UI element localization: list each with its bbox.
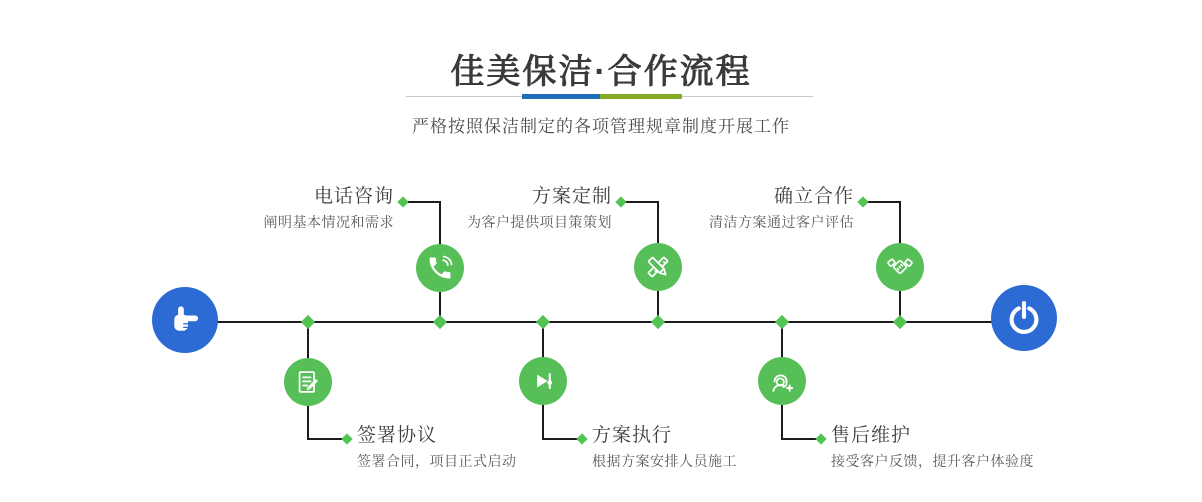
step-title: 售后维护: [831, 425, 912, 446]
label-diamond: [576, 433, 587, 444]
phone-icon: [426, 254, 454, 282]
step-desc: 清洁方案通过客户评估: [709, 213, 854, 230]
pencil-ruler-icon: [644, 253, 672, 281]
divider-blue-segment: [522, 94, 600, 99]
handshake-icon: [886, 253, 914, 281]
label-diamond: [615, 196, 626, 207]
label-diamond: [815, 433, 826, 444]
timeline-start-circle: [152, 287, 218, 353]
step-desc: 接受客户反馈，提升客户体验度: [831, 452, 1034, 469]
divider-green-segment: [600, 94, 682, 99]
step-desc: 阐明基本情况和需求: [263, 213, 394, 230]
timeline-node-diamond: [433, 315, 447, 329]
step-title: 电话咨询: [313, 186, 394, 207]
timeline-node-diamond: [651, 315, 665, 329]
timeline-node-diamond: [301, 315, 315, 329]
step-desc: 签署合同，项目正式启动: [357, 452, 517, 469]
timeline-line: [217, 321, 992, 323]
play-execute-icon: [529, 367, 557, 395]
step-block-phone: [264, 186, 395, 231]
timeline-node-diamond: [536, 315, 550, 329]
step-circle-service: [758, 357, 806, 405]
step-block-cooperation: [709, 186, 854, 231]
step-title: 方案执行: [592, 425, 673, 446]
timeline-node-diamond: [775, 315, 789, 329]
label-diamond: [341, 433, 352, 444]
power-icon: [1005, 299, 1043, 337]
customer-service-icon: [768, 367, 796, 395]
timeline-end-circle: [991, 285, 1057, 351]
label-diamond: [397, 196, 408, 207]
step-desc: 根据方案安排人员施工: [592, 452, 737, 469]
step-desc: 为客户提供项目策策划: [467, 213, 612, 230]
step-block-service: [831, 425, 1034, 470]
page-subtitle: 严格按照保洁制定的各项管理规章制度开展工作: [412, 117, 790, 136]
pointing-hand-icon: [166, 301, 204, 339]
step-block-execute: [592, 425, 737, 470]
step-circle-phone: [416, 244, 464, 292]
step-circle-cooperation: [876, 243, 924, 291]
step-block-plan: [467, 186, 612, 231]
timeline-node-diamond: [893, 315, 907, 329]
step-title: 签署协议: [357, 425, 438, 446]
step-circle-execute: [519, 357, 567, 405]
label-diamond: [857, 196, 868, 207]
step-circle-sign: [284, 358, 332, 406]
step-circle-plan: [634, 243, 682, 291]
step-title: 方案定制: [531, 186, 612, 207]
signed-document-icon: [294, 368, 322, 396]
page-title: 佳美保洁·合作流程: [450, 53, 752, 91]
step-block-sign: [357, 425, 517, 470]
step-title: 确立合作: [773, 186, 854, 207]
